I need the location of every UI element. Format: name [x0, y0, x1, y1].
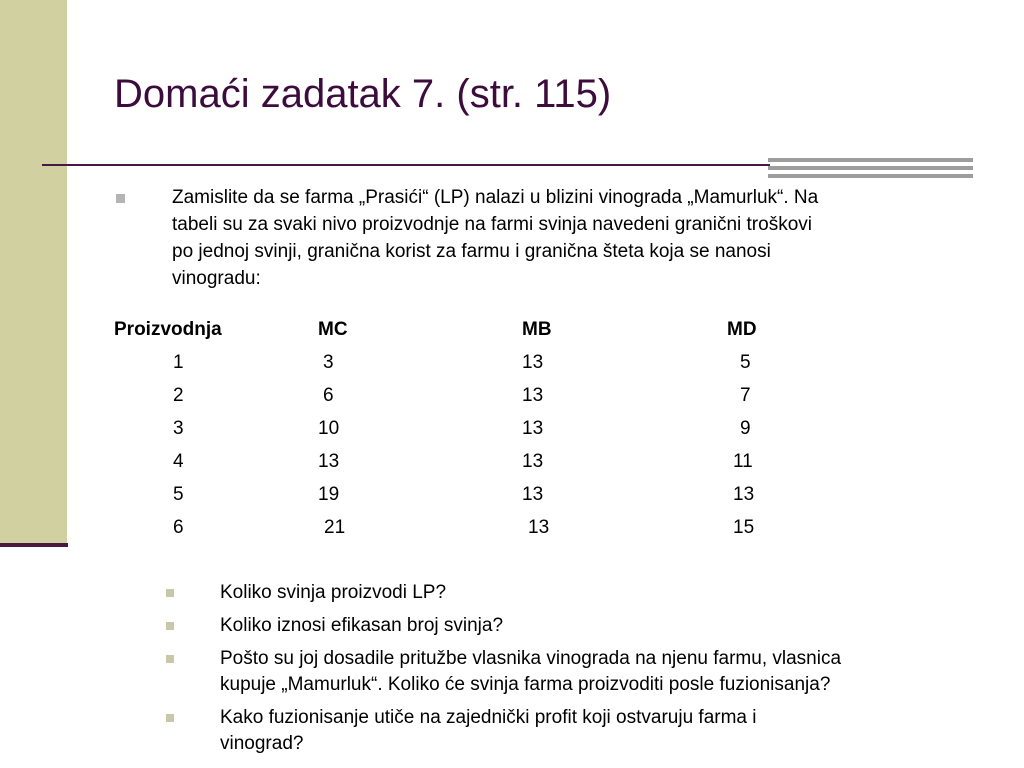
- column-header-mc: MC: [318, 319, 348, 340]
- question-item: [220, 705, 980, 757]
- table-cell: 13: [733, 484, 755, 505]
- column-header-production: Proizvodnja: [114, 319, 222, 340]
- table-cell: 13: [522, 385, 544, 406]
- intro-line: tabeli su za svaki nivo proizvodnje na farmi svinja navedeni granični troškovi: [172, 214, 812, 235]
- table-cell: 9: [740, 418, 751, 439]
- question-line: Pošto su joj dosadile pritužbe vlasnika vinograda na njenu farmu, vlasnica: [220, 648, 842, 669]
- question-line: Koliko svinja proizvodi LP?: [220, 582, 447, 603]
- table-cell: 3: [323, 352, 334, 373]
- table-cell: 11: [733, 451, 753, 472]
- bullet-square-icon: [166, 589, 174, 597]
- bullet-square-icon: [116, 194, 125, 203]
- question-line: Kako fuzionisanje utiče na zajednički profit koji ostvaruju farma i: [220, 707, 757, 728]
- table-cell: 13: [522, 352, 544, 373]
- bullet-square-icon: [166, 622, 174, 630]
- table-cell: 6: [323, 385, 334, 406]
- question-line: kupuje „Mamurluk“. Koliko će svinja farma proizvoditi posle fuzionisanja?: [220, 674, 831, 695]
- table-cell: 4: [173, 451, 184, 472]
- intro-line: po jednoj svinji, granična korist za farmu i granična šteta koja se nanosi: [172, 241, 771, 262]
- table-cell: 13: [522, 484, 544, 505]
- table-cell: 1: [173, 352, 184, 373]
- table-cell: 2: [173, 385, 184, 406]
- decorative-stripe-bar: [768, 158, 973, 178]
- table-cell: 19: [318, 484, 340, 505]
- table-cell: 3: [173, 418, 184, 439]
- table-cell: 15: [733, 517, 755, 538]
- table-cell: 13: [522, 418, 544, 439]
- slide-title: Domaći zadatak 7. (str. 115): [114, 72, 612, 116]
- title-rule: [42, 164, 770, 166]
- question-item: [220, 580, 980, 606]
- table-cell: 13: [528, 517, 550, 538]
- column-header-mb: MB: [522, 319, 552, 340]
- intro-line: vinogradu:: [172, 268, 261, 289]
- table-cell: 5: [740, 352, 751, 373]
- question-item: [220, 646, 980, 698]
- decorative-side-bar: [0, 0, 67, 545]
- intro-paragraph: [172, 184, 972, 292]
- intro-line: Zamislite da se farma „Prasići“ (LP) nalazi u blizini vinograda „Mamurluk“. Na: [172, 187, 819, 208]
- table-cell: 10: [318, 418, 340, 439]
- bullet-square-icon: [166, 655, 174, 663]
- table-cell: 13: [318, 451, 340, 472]
- table-cell: 21: [324, 517, 346, 538]
- side-bar-underline: [0, 543, 68, 547]
- question-line: vinograd?: [220, 733, 304, 754]
- table-cell: 6: [173, 517, 184, 538]
- bullet-square-icon: [166, 714, 174, 722]
- question-line: Koliko iznosi efikasan broj svinja?: [220, 615, 504, 636]
- table-cell: 5: [173, 484, 184, 505]
- question-item: [220, 613, 980, 639]
- table-cell: 7: [740, 385, 751, 406]
- table-cell: 13: [522, 451, 544, 472]
- column-header-md: MD: [727, 319, 757, 340]
